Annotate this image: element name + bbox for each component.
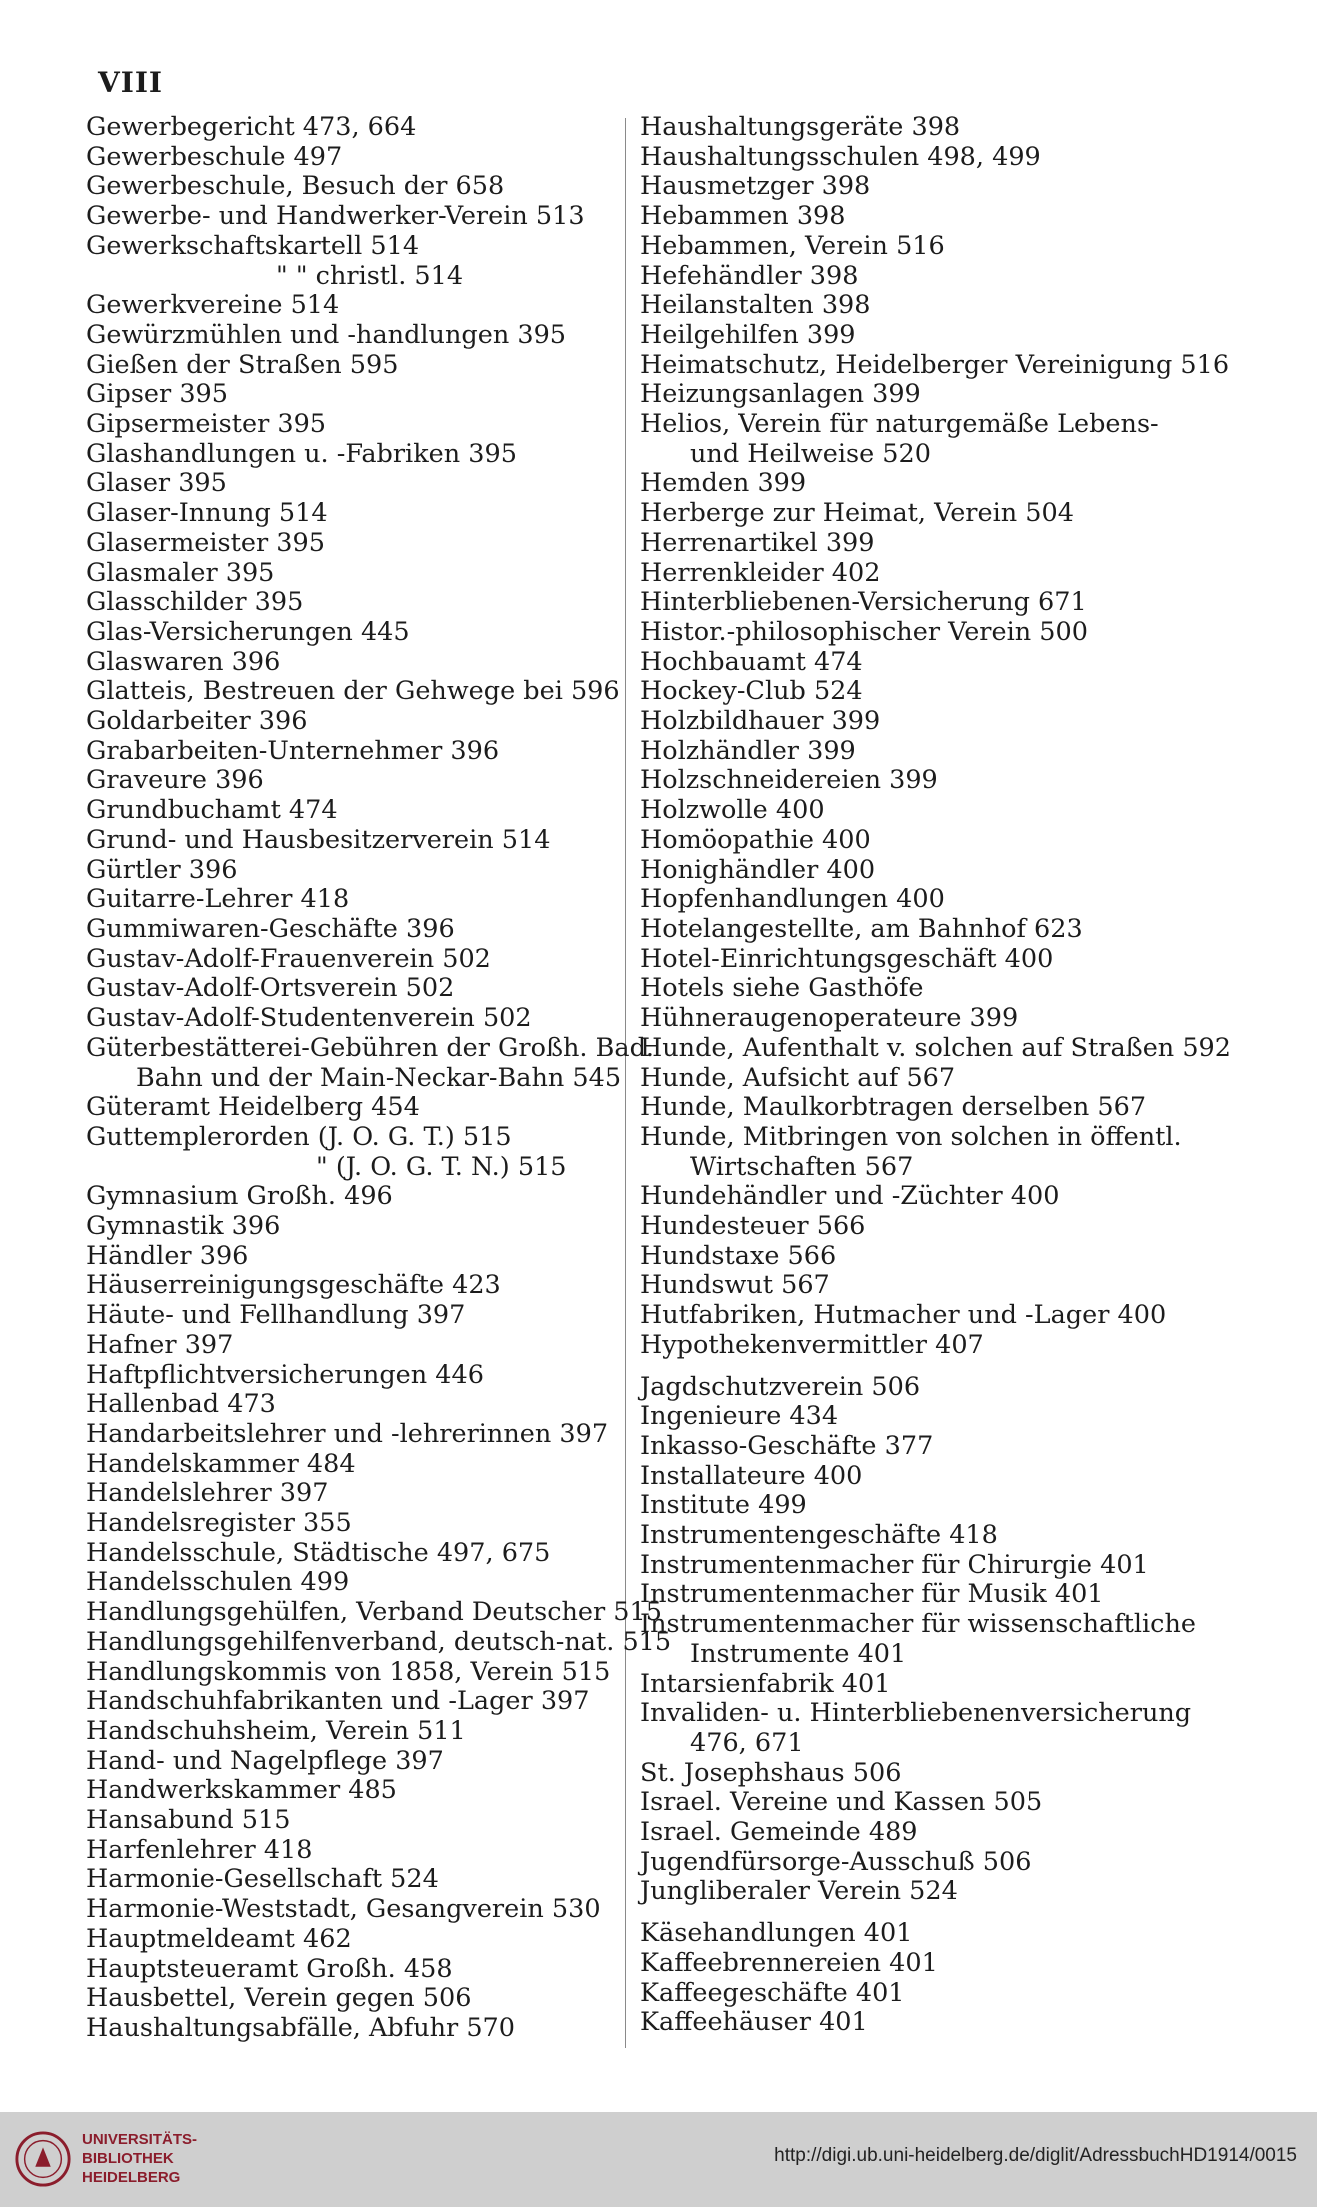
- left-index-column: [86, 112, 672, 2044]
- index-entry: Herrenartikel 399: [640, 527, 875, 558]
- index-entry: Grabarbeiten-Unternehmer 396: [86, 735, 500, 766]
- index-entry: Wirtschaften 567: [690, 1151, 914, 1182]
- index-entry: Handelsschule, Städtische 497, 675: [86, 1537, 551, 1568]
- index-entry: Güteramt Heidelberg 454: [86, 1092, 420, 1123]
- index-entry: Hebammen 398: [640, 201, 846, 232]
- index-entry: Heimatschutz, Heidelberger Vereinigung 516: [640, 349, 1230, 380]
- index-entry: Handelsregister 355: [86, 1508, 352, 1539]
- index-entry: Haushaltungsgeräte 398: [640, 112, 961, 142]
- index-entry: Handelslehrer 397: [86, 1478, 329, 1509]
- library-name: [82, 2130, 197, 2187]
- index-entry: Gewerkvereine 514: [86, 290, 340, 321]
- index-entry: Jagdschutzverein 506: [640, 1371, 921, 1402]
- index-entry: " (J. O. G. T. N.) 515: [316, 1151, 567, 1182]
- index-entry: Gewürzmühlen und -handlungen 395: [86, 319, 567, 350]
- index-entry: Heilgehilfen 399: [640, 319, 856, 350]
- index-entry: Glasermeister 395: [86, 527, 325, 558]
- index-entry: Institute 499: [640, 1490, 807, 1521]
- index-entry: Hemden 399: [640, 468, 807, 499]
- index-entry: Jugendfürsorge-Ausschuß 506: [640, 1846, 1032, 1877]
- index-entry: Handschuhsheim, Verein 511: [86, 1715, 466, 1746]
- index-entry: Gewerbe- und Handwerker-Verein 513: [86, 201, 585, 232]
- index-entry: Harfenlehrer 418: [86, 1834, 313, 1865]
- index-entry: Hallenbad 473: [86, 1389, 276, 1420]
- index-entry: Instrumentengeschäfte 418: [640, 1520, 998, 1551]
- index-entry: Goldarbeiter 396: [86, 706, 308, 737]
- index-entry: Handlungsgehilfenverband, deutsch-nat. 515: [86, 1626, 672, 1657]
- index-entry: Ingenieure 434: [640, 1401, 839, 1432]
- index-entry: Helios, Verein für naturgemäße Lebens-: [640, 409, 1159, 440]
- index-entry: Haushaltungsschulen 498, 499: [640, 141, 1041, 172]
- index-entry: Grundbuchamt 474: [86, 795, 338, 826]
- index-entry: Holzbildhauer 399: [640, 706, 881, 737]
- index-entry: Handlungskommis von 1858, Verein 515: [86, 1656, 611, 1687]
- index-entry: Instrumentenmacher für Chirurgie 401: [640, 1549, 1149, 1580]
- index-entry: Gymnasium Großh. 496: [86, 1181, 393, 1212]
- index-entry: Heilanstalten 398: [640, 290, 871, 321]
- index-entry: Haftpflichtversicherungen 446: [86, 1359, 484, 1390]
- index-entry: Glaswaren 396: [86, 646, 281, 677]
- university-seal-icon: [14, 2130, 72, 2188]
- index-entry: Häuserreinigungsgeschäfte 423: [86, 1270, 501, 1301]
- viewer-footer: [0, 2112, 1317, 2207]
- index-entry: Hunde, Aufsicht auf 567: [640, 1062, 956, 1093]
- index-entry: Holzhändler 399: [640, 735, 856, 766]
- index-entry: Hühneraugenoperateure 399: [640, 1003, 1019, 1034]
- index-entry: Hochbauamt 474: [640, 646, 863, 677]
- index-entry: Haushaltungsabfälle, Abfuhr 570: [86, 2013, 516, 2043]
- index-entry: Harmonie-Weststadt, Gesangverein 530: [86, 1894, 601, 1925]
- index-entry: Gürtler 396: [86, 854, 238, 885]
- index-entry: Gießen der Straßen 595: [86, 349, 399, 380]
- index-entry: Gustav-Adolf-Studentenverein 502: [86, 1003, 532, 1034]
- index-entry: Glaser-Innung 514: [86, 498, 328, 529]
- right-index-column: [640, 112, 1231, 2038]
- index-entry: Hinterbliebenen-Versicherung 671: [640, 587, 1087, 618]
- index-entry: Hotel-Einrichtungsgeschäft 400: [640, 943, 1054, 974]
- index-entry: Glaser 395: [86, 468, 227, 499]
- index-entry: Gewerbeschule, Besuch der 658: [86, 171, 505, 202]
- index-entry: Handarbeitslehrer und -lehrerinnen 397: [86, 1418, 609, 1449]
- index-entry: Kaffeehäuser 401: [640, 2007, 868, 2038]
- index-entry: Handelskammer 484: [86, 1448, 356, 1479]
- index-entry: Guttemplerorden (J. O. G. T.) 515: [86, 1121, 512, 1152]
- index-entry: Grund- und Hausbesitzerverein 514: [86, 824, 551, 855]
- library-name-line: HEIDELBERG: [82, 2169, 181, 2186]
- index-entry: Intarsienfabrik 401: [640, 1668, 891, 1699]
- index-entry: Invaliden- u. Hinterbliebenenversicherung: [640, 1698, 1192, 1729]
- index-entry: Käsehandlungen 401: [640, 1918, 913, 1949]
- index-entry: Graveure 396: [86, 765, 264, 796]
- index-entry: Gymnastik 396: [86, 1211, 281, 1242]
- index-entry: Hotelangestellte, am Bahnhof 623: [640, 913, 1083, 944]
- page-number: VIII: [98, 66, 164, 99]
- index-entry: Kaffeebrennereien 401: [640, 1947, 938, 1978]
- index-entry: und Heilweise 520: [690, 438, 931, 469]
- index-entry: Glasmaler 395: [86, 557, 275, 588]
- index-entry: Hafner 397: [86, 1329, 234, 1360]
- index-entry: Händler 396: [86, 1240, 249, 1271]
- index-entry: Hansabund 515: [86, 1805, 291, 1836]
- index-entry: Glashandlungen u. -Fabriken 395: [86, 438, 517, 469]
- index-entry: Israel. Gemeinde 489: [640, 1817, 918, 1848]
- index-entry: Gustav-Adolf-Ortsverein 502: [86, 973, 455, 1004]
- index-entry: Gipsermeister 395: [86, 409, 327, 440]
- index-entry: Gewerkschaftskartell 514: [86, 230, 420, 261]
- index-entry: Herberge zur Heimat, Verein 504: [640, 498, 1074, 529]
- index-entry: Hundehändler und -Züchter 400: [640, 1181, 1060, 1212]
- index-entry: Jungliberaler Verein 524: [640, 1876, 958, 1907]
- index-entry: 476, 671: [690, 1727, 804, 1758]
- index-entry: " " christl. 514: [276, 260, 464, 291]
- index-entry: Hunde, Maulkorbtragen derselben 567: [640, 1092, 1147, 1123]
- index-entry: Hauptmeldeamt 462: [86, 1923, 352, 1954]
- source-url-link[interactable]: http://digi.ub.uni-heidelberg.de/diglit/AdressbuchHD1914/0015: [774, 2145, 1297, 2166]
- index-entry: Hundstaxe 566: [640, 1240, 837, 1271]
- index-entry: Heizungsanlagen 399: [640, 379, 921, 410]
- index-entry: Bahn und der Main-Neckar-Bahn 545: [136, 1062, 622, 1093]
- index-entry: Kaffeegeschäfte 401: [640, 1977, 905, 2008]
- index-entry: Gewerbegericht 473, 664: [86, 112, 417, 142]
- index-entry: Harmonie-Gesellschaft 524: [86, 1864, 439, 1895]
- index-entry: Glatteis, Bestreuen der Gehwege bei 596: [86, 676, 620, 707]
- index-entry: Holzwolle 400: [640, 795, 825, 826]
- index-entry: Hypothekenvermittler 407: [640, 1329, 984, 1360]
- index-entry: Hauptsteueramt Großh. 458: [86, 1953, 453, 1984]
- index-entry: Holzschneidereien 399: [640, 765, 938, 796]
- index-entry: Hundswut 567: [640, 1270, 830, 1301]
- index-entry: Instrumentenmacher für Musik 401: [640, 1579, 1104, 1610]
- index-entry: Hotels siehe Gasthöfe: [640, 973, 924, 1004]
- index-entry: Histor.-philosophischer Verein 500: [640, 616, 1088, 647]
- index-entry: Hand- und Nagelpflege 397: [86, 1745, 444, 1776]
- index-entry: Hunde, Aufenthalt v. solchen auf Straßen 592: [640, 1032, 1231, 1063]
- index-entry: Guitarre-Lehrer 418: [86, 884, 350, 915]
- index-entry: Gummiwaren-Geschäfte 396: [86, 913, 455, 944]
- index-entry: Herrenkleider 402: [640, 557, 881, 588]
- index-entry: Hockey-Club 524: [640, 676, 863, 707]
- index-entry: Hopfenhandlungen 400: [640, 884, 945, 915]
- index-entry: Hunde, Mitbringen von solchen in öffentl.: [640, 1121, 1182, 1152]
- index-entry: Honighändler 400: [640, 854, 876, 885]
- index-entry: Hausmetzger 398: [640, 171, 871, 202]
- index-entry: Häute- und Fellhandlung 397: [86, 1300, 466, 1331]
- index-entry: Hundesteuer 566: [640, 1211, 866, 1242]
- index-entry: Glasschilder 395: [86, 587, 304, 618]
- index-entry: Homöopathie 400: [640, 824, 871, 855]
- index-entry: Handlungsgehülfen, Verband Deutscher 515: [86, 1597, 662, 1628]
- index-entry: Gewerbeschule 497: [86, 141, 343, 172]
- index-entry: Instrumentenmacher für wissenschaftliche: [640, 1609, 1196, 1640]
- index-entry: Installateure 400: [640, 1460, 863, 1491]
- index-entry: St. Josephshaus 506: [640, 1757, 902, 1788]
- library-name-line: UNIVERSITÄTS-: [82, 2131, 198, 2148]
- library-name-line: BIBLIOTHEK: [82, 2150, 174, 2167]
- index-entry: Instrumente 401: [690, 1638, 907, 1669]
- index-entry: Gipser 395: [86, 379, 228, 410]
- index-entry: Inkasso-Geschäfte 377: [640, 1430, 934, 1461]
- index-entry: Gustav-Adolf-Frauenverein 502: [86, 943, 491, 974]
- index-entry: Hausbettel, Verein gegen 506: [86, 1983, 472, 2014]
- index-entry: Handschuhfabrikanten und -Lager 397: [86, 1686, 590, 1717]
- index-entry: Glas-Versicherungen 445: [86, 616, 410, 647]
- index-entry: Hebammen, Verein 516: [640, 230, 945, 261]
- index-entry: Hutfabriken, Hutmacher und -Lager 400: [640, 1300, 1167, 1331]
- index-entry: Güterbestätterei-Gebühren der Großh. Bad.: [86, 1032, 655, 1063]
- index-entry: Israel. Vereine und Kassen 505: [640, 1787, 1043, 1818]
- index-entry: Hefehändler 398: [640, 260, 859, 291]
- index-entry: Handelsschulen 499: [86, 1567, 350, 1598]
- index-entry: Handwerkskammer 485: [86, 1775, 397, 1806]
